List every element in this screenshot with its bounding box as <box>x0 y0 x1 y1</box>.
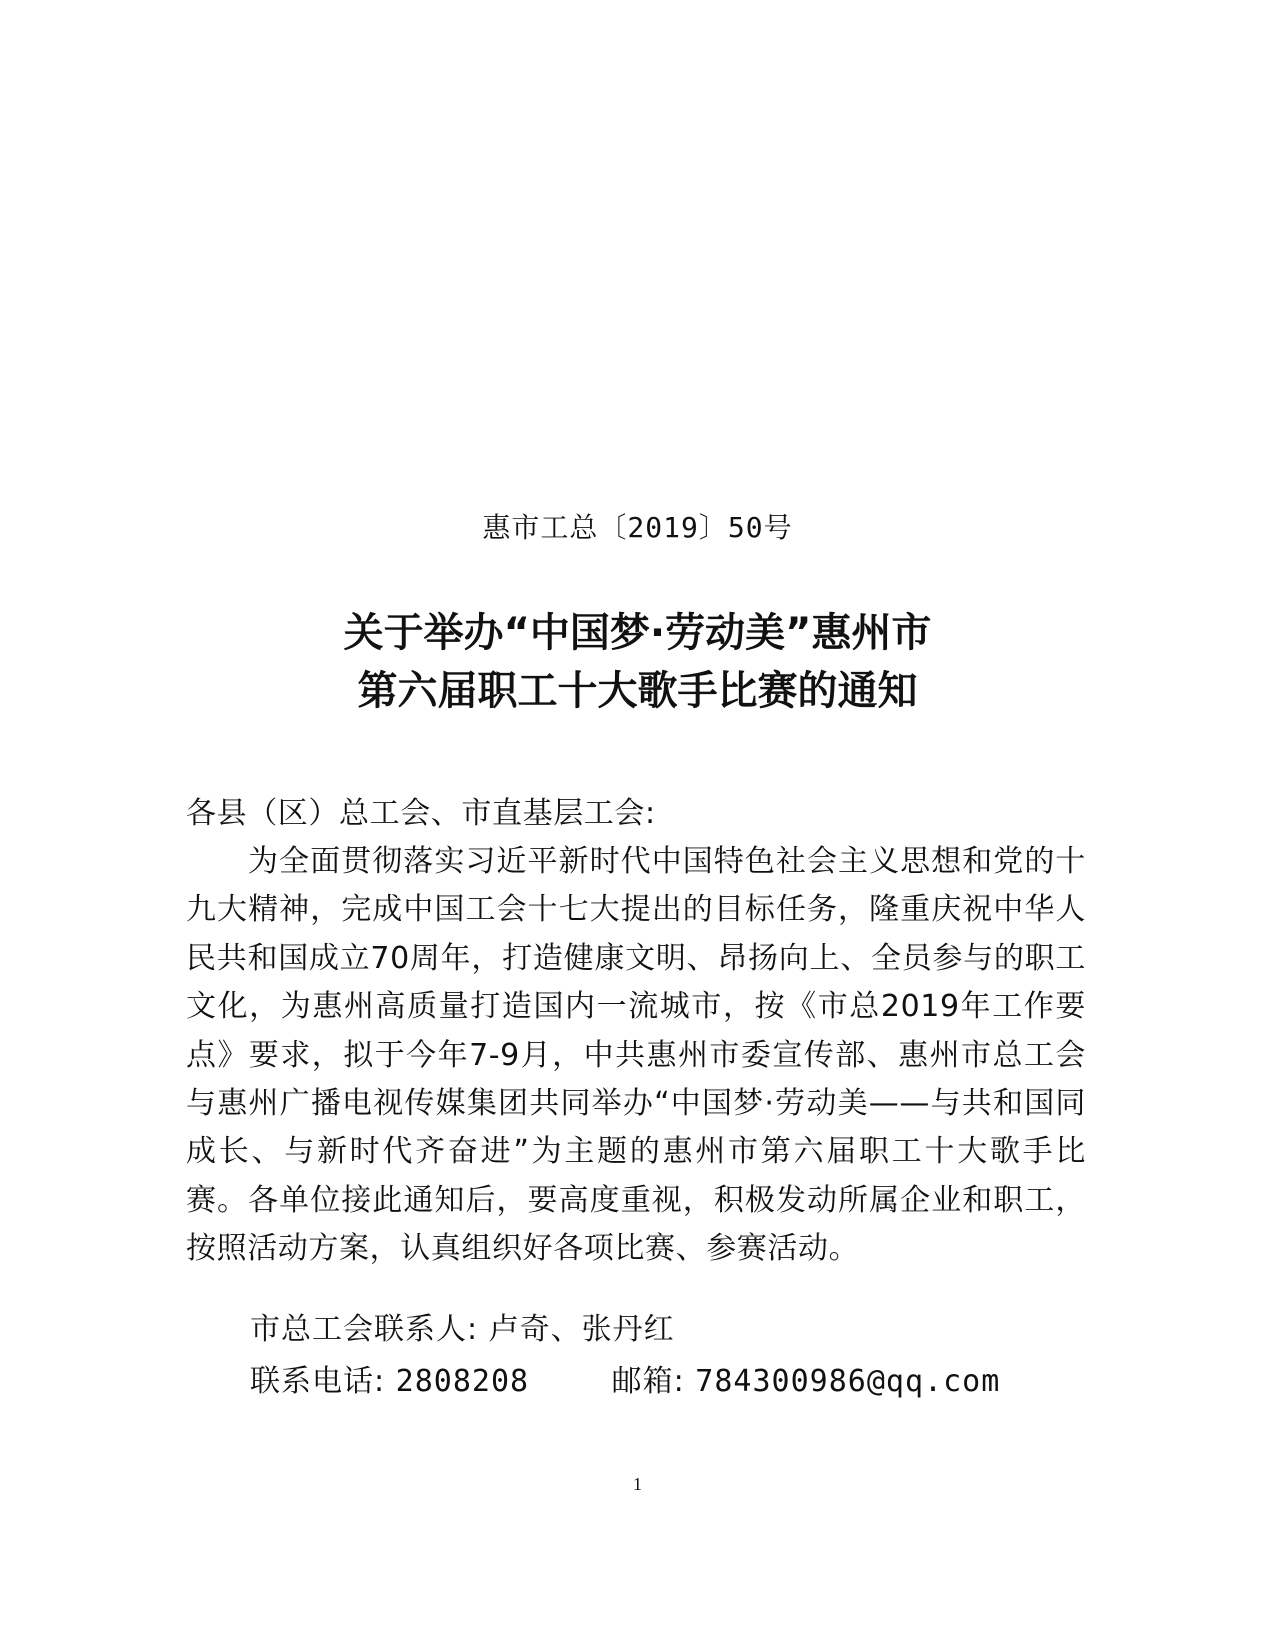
phone-number: 2808208 <box>395 1364 530 1399</box>
title-line-2: 第六届职工十大歌手比赛的通知 <box>357 668 918 714</box>
email-label: 邮箱: <box>611 1364 685 1399</box>
phone-label: 联系电话: <box>250 1364 386 1399</box>
contact-person-line <box>250 1308 675 1352</box>
document-number: 惠市工总〔2019〕50号 <box>482 511 793 544</box>
email-address: 784300986@qq.com <box>695 1364 1001 1399</box>
body-paragraph: 为全面贯彻落实习近平新时代中国特色社会主义思想和党的十九大精神，完成中国工会十七大提出的目标任务，隆重庆祝中华人民共和国成立70周年，打造健康文明、昂扬向上、全员参与的职工文化，为惠州高质量打造国内一流城市，按《市总2019年工作要点》要求，拟于今年7-9月，中共惠州市委宣传部、惠州市总工会与惠州广播电视传媒集团共同举办“中国梦·劳动美——与共和国同成长、与新时代齐奋进”为主题的惠州市第六届职工十大歌手比赛。各单位接此通知后，要高度重视，积极发动所属企业和职工，按照活动方案，认真组织好各项比赛、参赛活动。 <box>186 844 1086 1267</box>
salutation: 各县（区）总工会、市直基层工会: <box>186 796 656 831</box>
document-title <box>0 604 1275 720</box>
title-line-1: 关于举办“中国梦·劳动美”惠州市 <box>343 610 932 656</box>
contact-info-line <box>250 1360 1000 1404</box>
page-number: 1 <box>633 1474 642 1494</box>
contact-person-label: 市总工会联系人: <box>250 1312 479 1347</box>
contact-person-names: 卢奇、张丹红 <box>488 1312 675 1347</box>
